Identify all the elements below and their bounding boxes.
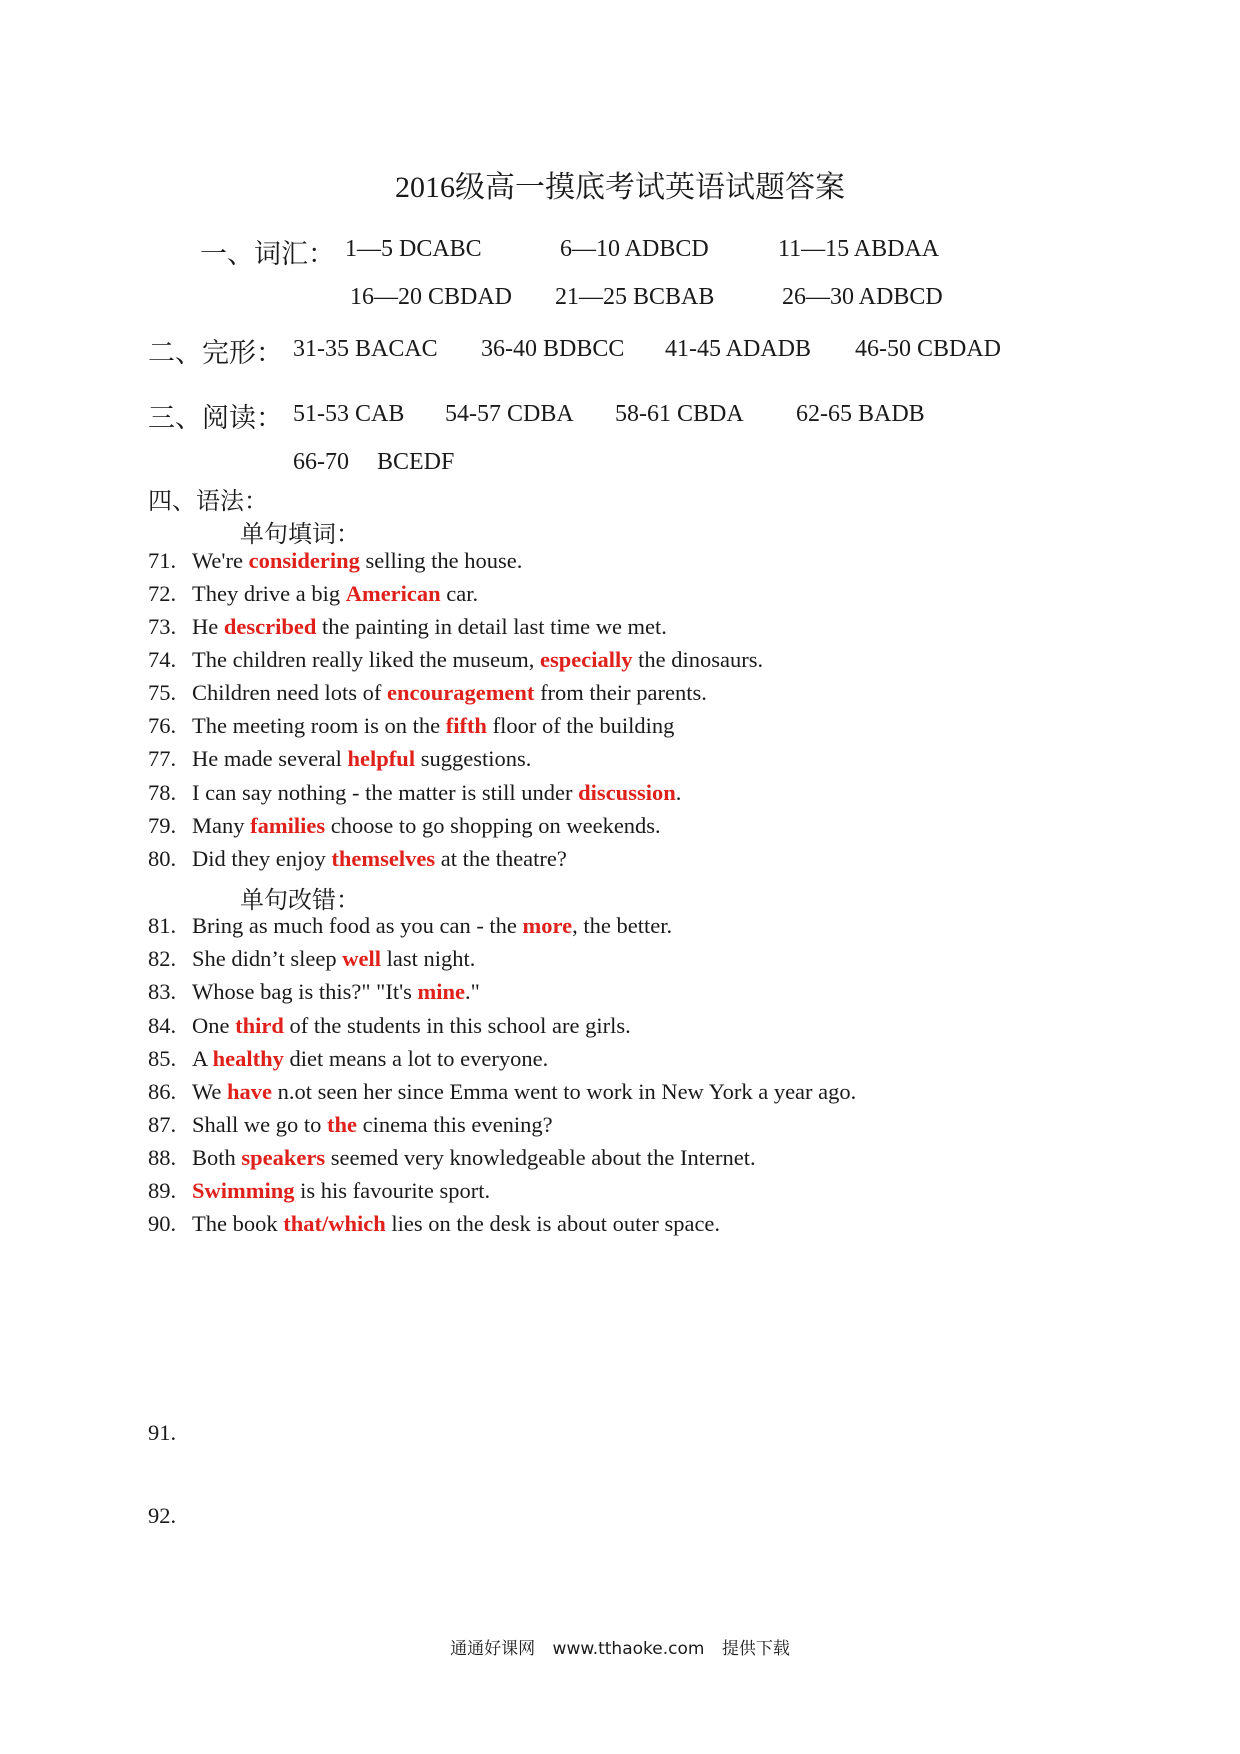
reading-answer: BCEDF: [377, 449, 455, 475]
section-grammar-label: 四、语法：: [148, 489, 268, 515]
reading-answer: 62-65 BADB: [796, 401, 925, 427]
list-item: 87. Shall we go to the cinema this evening?: [148, 1112, 553, 1137]
list-item: 88. Both speakers seemed very knowledgeable about the Internet.: [148, 1145, 756, 1170]
list-item: 83. Whose bag is this?" "It's mine.": [148, 979, 480, 1004]
writing-item-91: 91.: [148, 1420, 177, 1445]
vocab-answer: 1—5 DCABC: [345, 236, 482, 262]
reading-answer: 51-53 CAB: [293, 401, 405, 427]
list-item: 85. A healthy diet means a lot to everyone.: [148, 1046, 549, 1071]
list-item: 89. Swimming is his favourite sport.: [148, 1178, 491, 1203]
list-item: 79. Many families choose to go shopping on weekends.: [148, 813, 661, 838]
list-item: 90. The book that/which lies on the desk is about outer space.: [148, 1211, 721, 1236]
list-item: 80. Did they enjoy themselves at the theatre?: [148, 846, 567, 871]
reading-answer: 66-70: [293, 449, 349, 475]
reading-answer: 58-61 CBDA: [615, 401, 744, 427]
footer-url: www.tthaoke.com: [552, 1639, 705, 1659]
footer-site: 通通好课网: [450, 1639, 536, 1659]
cloze-answer: 41-45 ADADB: [665, 336, 812, 362]
list-item: 71. We're considering selling the house.: [148, 548, 523, 573]
list-item: 77. He made several helpful suggestions.: [148, 746, 532, 771]
vocab-answer: 11—15 ABDAA: [778, 236, 940, 262]
section-cloze-label: 二、完形：: [148, 338, 283, 368]
footer: [0, 1634, 1240, 1659]
list-item: 78. I can say nothing - the matter is still under discussion.: [148, 780, 682, 805]
cloze-answer: 31-35 BACAC: [293, 336, 438, 362]
section-vocab-label: 一、词汇：: [200, 239, 335, 269]
list-item: 75. Children need lots of encouragement from their parents.: [148, 680, 707, 705]
list-item: 81. Bring as much food as you can - the more, the better.: [148, 913, 673, 938]
vocab-answer: 21—25 BCBAB: [555, 284, 715, 310]
list-item: 72. They drive a big American car.: [148, 581, 479, 606]
correction-label: 单句改错：: [240, 888, 360, 914]
vocab-answer: 26—30 ADBCD: [782, 284, 943, 310]
section-reading-label: 三、阅读：: [148, 403, 283, 433]
writing-item-92: 92.: [148, 1503, 177, 1528]
list-item: 74. The children really liked the museum, especially the dinosaurs.: [148, 647, 764, 672]
reading-answer: 54-57 CDBA: [445, 401, 574, 427]
list-item: 86. We have n.ot seen her since Emma went to work in New York a year ago.: [148, 1079, 857, 1104]
list-item: 82. She didn’t sleep well last night.: [148, 946, 476, 971]
cloze-answer: 46-50 CBDAD: [855, 336, 1002, 362]
list-item: 76. The meeting room is on the fifth floor of the building: [148, 713, 675, 738]
cloze-answer: 36-40 BDBCC: [481, 336, 625, 362]
footer-action: 提供下载: [721, 1639, 790, 1659]
vocab-answer: 16—20 CBDAD: [350, 284, 513, 310]
vocab-answer: 6—10 ADBCD: [560, 236, 709, 262]
fill-in-label: 单句填词：: [240, 522, 360, 548]
list-item: 84. One third of the students in this school are girls.: [148, 1013, 631, 1038]
list-item: 73. He described the painting in detail last time we met.: [148, 614, 667, 639]
page-title: 2016级高一摸底考试英语试题答案: [395, 171, 845, 204]
